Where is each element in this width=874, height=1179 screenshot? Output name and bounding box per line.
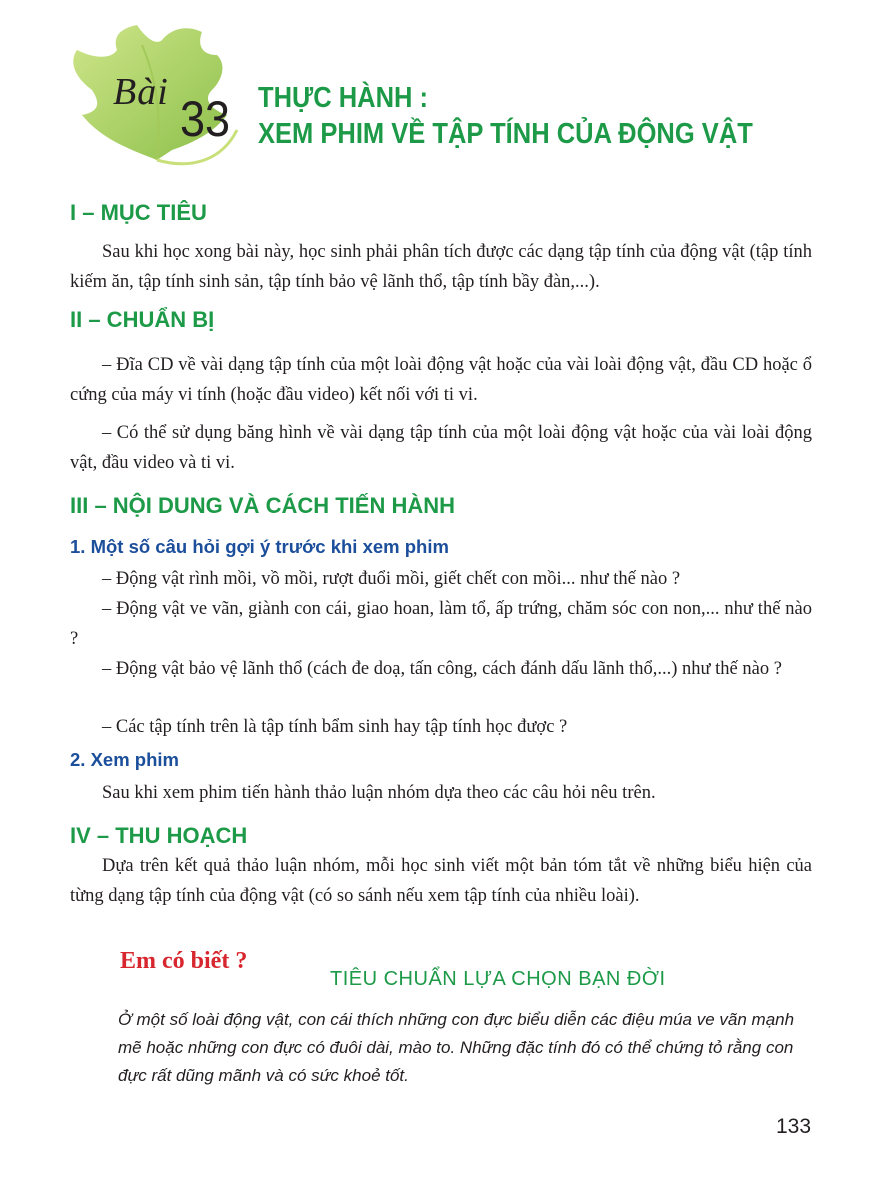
section-4-heading: IV – THU HOẠCH bbox=[70, 823, 248, 848]
section-2-heading: II – CHUẨN BỊ bbox=[70, 307, 215, 332]
did-you-know-text: Ở một số loài động vật, con cái thích những con đực biểu diễn các điệu múa ve vãn mạnh mẽ hoặc những con đực có đuôi dài, mào to. Những đặc tính đó có thể chứng tỏ rằng con đực rất dũng mãnh và có sức khoẻ tốt. bbox=[118, 1010, 795, 1085]
section-3-subheading-1: 1. Một số câu hỏi gợi ý trước khi xem phim bbox=[70, 536, 449, 557]
question-2: – Động vật ve vãn, giành con cái, giao hoan, làm tổ, ấp trứng, chăm sóc con non,... như thế nào ? bbox=[70, 599, 812, 649]
section-4-paragraph: Dựa trên kết quả thảo luận nhóm, mỗi học sinh viết một bản tóm tắt về những biểu hiện của từng dạng tập tính của động vật (có so sánh nếu xem tập tính của nhiều loài). bbox=[70, 856, 812, 906]
question-3: – Động vật bảo vệ lãnh thổ (cách đe doạ, tấn công, cách đánh dấu lãnh thổ,...) như thế nào ? bbox=[102, 659, 782, 679]
lesson-title-line1: THỰC HÀNH : bbox=[258, 82, 429, 114]
lesson-title-line2: XEM PHIM VỀ TẬP TÍNH CỦA ĐỘNG VẬT bbox=[258, 118, 753, 150]
section-3-heading: III – NỘI DUNG VÀ CÁCH TIẾN HÀNH bbox=[70, 493, 456, 518]
page-number: 133 bbox=[776, 1115, 812, 1138]
section-1-paragraph: Sau khi học xong bài này, học sinh phải phân tích được các dạng tập tính của động vật (tập tính kiếm ăn, tập tính sinh sản, tập tính bảo vệ lãnh thổ, tập tính bầy đàn,...). bbox=[70, 242, 812, 292]
did-you-know-title: TIÊU CHUẨN LỰA CHỌN BẠN ĐỜI bbox=[330, 968, 666, 990]
question-1: – Động vật rình mồi, vồ mồi, rượt đuổi mồi, giết chết con mồi... như thế nào ? bbox=[102, 569, 681, 589]
section-2-paragraph-1: – Đĩa CD về vài dạng tập tính của một loài động vật hoặc của vài loài động vật, đầu CD hoặc ổ cứng của máy vi tính (hoặc đầu video) kết nối với ti vi. bbox=[70, 355, 812, 405]
lesson-label: Bài bbox=[113, 71, 169, 113]
lesson-title bbox=[258, 80, 820, 152]
section-1-heading: I – MỤC TIÊU bbox=[70, 200, 207, 225]
lesson-number: 33 bbox=[180, 91, 231, 147]
did-you-know-label: Em có biết ? bbox=[120, 948, 248, 974]
watch-paragraph: Sau khi xem phim tiến hành thảo luận nhóm dựa theo các câu hỏi nêu trên. bbox=[102, 783, 656, 803]
section-2-paragraph-2: – Có thể sử dụng băng hình về vài dạng tập tính của một loài động vật hoặc của vài loài động vật, đầu video và ti vi. bbox=[70, 423, 812, 473]
question-4: – Các tập tính trên là tập tính bẩm sinh hay tập tính học được ? bbox=[102, 717, 568, 737]
section-3-subheading-2: 2. Xem phim bbox=[70, 749, 179, 770]
